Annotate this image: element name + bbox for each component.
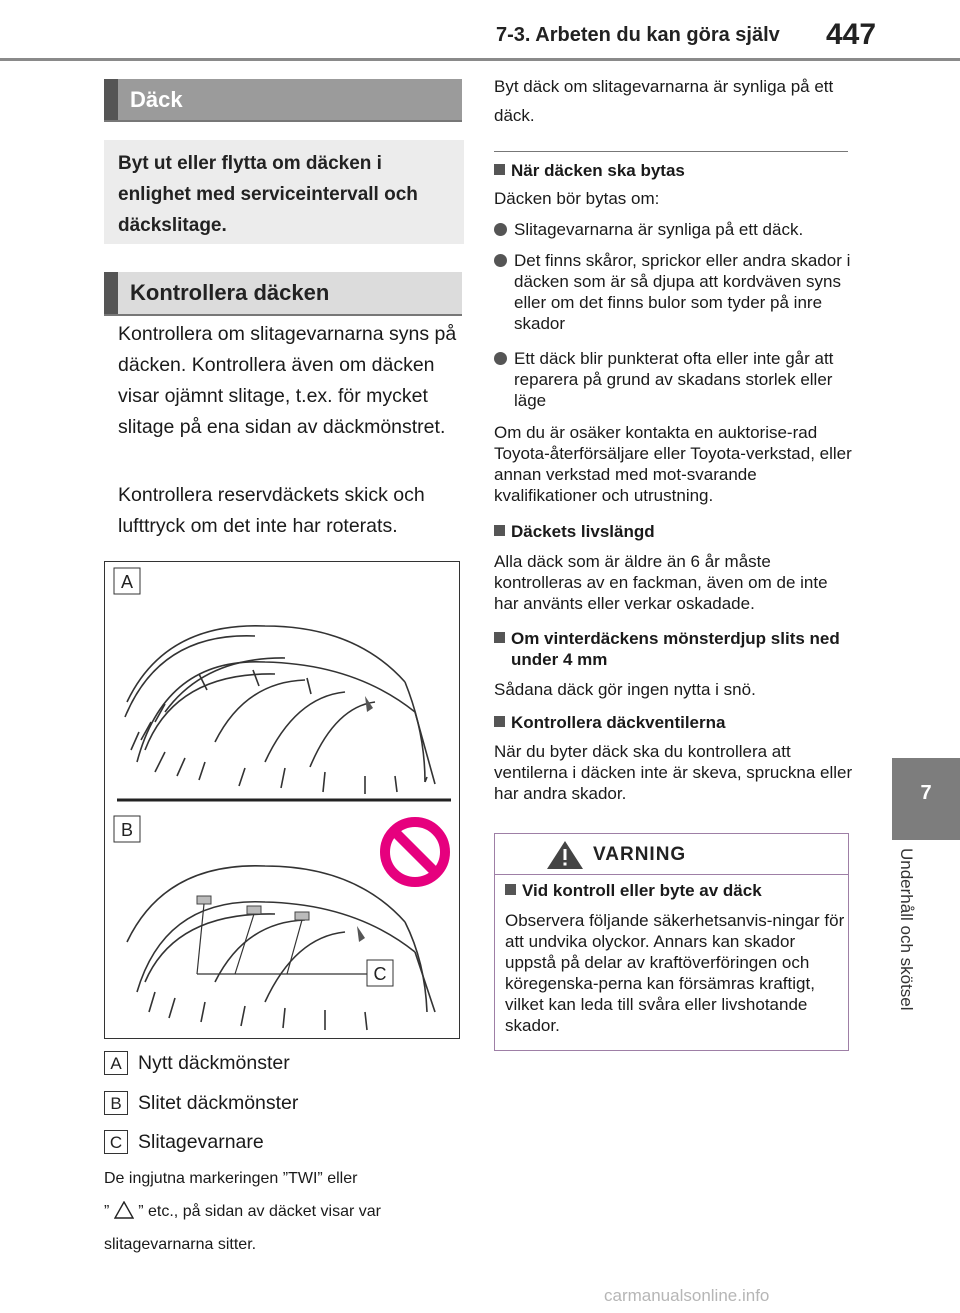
header-divider: [0, 58, 960, 61]
warning-title: VARNING: [593, 844, 687, 865]
figure-label-a: A: [120, 572, 134, 592]
replace-lead: Byt däck om slitagevarnarna är synliga på ett däck.: [494, 77, 834, 125]
warning-box: [494, 833, 849, 1051]
chapter-title-vertical: [884, 848, 952, 1058]
twi-note: [104, 1162, 464, 1261]
figure-label-c: C: [373, 964, 387, 984]
warning-header: [495, 834, 848, 874]
wear-indicator-mark-a: [365, 696, 373, 712]
square-bullet-icon: [494, 525, 505, 536]
subheading-winter-text: Om vinterdäckens mönsterdjup slits ned under 4 mm: [511, 629, 840, 669]
legend-key-c: C: [104, 1130, 128, 1154]
bullet-2-text: Det finns skåror, sprickor eller andra skador i däcken som är så djupa att kordväven syns eller om det finns bulor som tyder på inre skador: [514, 251, 851, 333]
figure-label-b: B: [120, 820, 134, 840]
warning-body: Observera följande säkerhetsanvis-ningar för att undvika olyckor. Annars kan skador uppstå på delar av kraftöverföringen och köregenska-perna kan försämras kraftigt, vilket kan leda till svåra eller livshotande skador.: [505, 911, 845, 1035]
triangle-mark-icon: [114, 1201, 134, 1219]
bullet-1-text: Slitagevarnarna är synliga på ett däck.: [514, 220, 804, 239]
subheading-when-text: När däcken ska bytas: [511, 161, 685, 180]
when-intro: Däcken bör bytas om:: [494, 189, 660, 208]
subheading-valves-text: Kontrollera däckventilerna: [511, 713, 726, 732]
warning-divider: [495, 874, 848, 875]
warning-subtitle-text: Vid kontroll eller byte av däck: [522, 881, 762, 900]
subheading-winter: [494, 628, 871, 670]
wear-bar-2: [247, 906, 261, 914]
leader-lines: [197, 904, 367, 974]
heading-dack: Däck: [104, 79, 462, 121]
watermark: carmanualsonline.info: [604, 1286, 770, 1305]
page-number: 447: [826, 18, 877, 51]
square-bullet-icon: [494, 632, 505, 643]
prohibition-icon: [385, 822, 445, 882]
square-bullet-icon: [494, 716, 505, 727]
winter-paragraph: Sådana däck gör ingen nytta i snö.: [494, 680, 756, 699]
twi-note-line2: [104, 1195, 464, 1228]
paragraph-spare-tire: Kontrollera reservdäckets skick och lufttryck om det inte har roterats.: [118, 484, 425, 537]
wear-bar-3: [295, 912, 309, 920]
bullet-dot-icon: [494, 223, 507, 236]
twi-note-text: ” etc., på sidan av däcket visar var: [138, 1203, 382, 1220]
tire-worn-drawing: [127, 866, 435, 1030]
unsure-paragraph: Om du är osäker kontakta en auktorise-rad Toyota-återförsäljare eller Toyota-verkstad, eller annan verkstad med mot-svarande kvalifikationer och utrustning.: [494, 423, 852, 505]
warning-triangle-icon: [545, 839, 585, 871]
legend-text-b: Slitet däckmönster: [138, 1092, 299, 1114]
life-paragraph: Alla däck som är äldre än 6 år måste kontrolleras av en fackman, även om de inte har använts eller verkar oskadade.: [494, 552, 828, 613]
twi-note-line1: De ingjutna markeringen ”TWI” eller: [104, 1170, 358, 1187]
section-title: 7-3. Arbeten du kan göra själv: [496, 24, 780, 46]
bullet-3-text: Ett däck blir punkterat ofta eller inte går att reparera på grund av skadans storlek eller läge: [514, 349, 834, 410]
square-bullet-icon: [494, 164, 505, 175]
tire-new-drawing: [125, 626, 435, 794]
wear-indicator-mark-b: [357, 926, 365, 942]
tire-illustration: [105, 562, 459, 1038]
bullet-dot-icon: [494, 254, 507, 267]
legend-key-b: B: [104, 1091, 128, 1115]
valves-paragraph: När du byter däck ska du kontrollera att ventilerna i däcken inte är skeva, spruckna eller har andra skador.: [494, 742, 853, 803]
legend-text-a: Nytt däckmönster: [138, 1052, 290, 1074]
subheading-valves: [494, 712, 854, 733]
paragraph-check-wear: Kontrollera om slitagevarnarna syns på däcken. Kontrollera även om däcken visar ojämnt slitage, t.ex. för mycket slitage på ena sidan av däckmönstret.: [118, 323, 457, 438]
bullet-dot-icon: [494, 352, 507, 365]
intro-box: Byt ut eller flytta om däcken i enlighet med serviceintervall och däckslitage.: [104, 140, 464, 244]
chapter-number: 7: [920, 782, 932, 804]
wear-bar-1: [197, 896, 211, 904]
heading-dack-underline: [104, 120, 462, 122]
tire-wear-figure: [104, 561, 460, 1039]
heading-kontrollera-underline: [104, 314, 462, 316]
heading-kontrollera: Kontrollera däcken: [104, 272, 462, 314]
subheading-when: [494, 160, 854, 181]
legend-key-a: A: [104, 1051, 128, 1075]
right-divider: [494, 151, 848, 152]
twi-note-line3: slitagevarnarna sitter.: [104, 1236, 257, 1253]
warning-subtitle: [505, 880, 835, 901]
chapter-title: Underhåll och skötsel: [897, 848, 916, 1011]
legend-text-c: Slitagevarnare: [138, 1131, 264, 1153]
subheading-life-text: Däckets livslängd: [511, 522, 655, 541]
twi-note-quote-open: ”: [104, 1203, 110, 1220]
subheading-life: [494, 521, 854, 542]
square-bullet-icon: [505, 884, 516, 895]
